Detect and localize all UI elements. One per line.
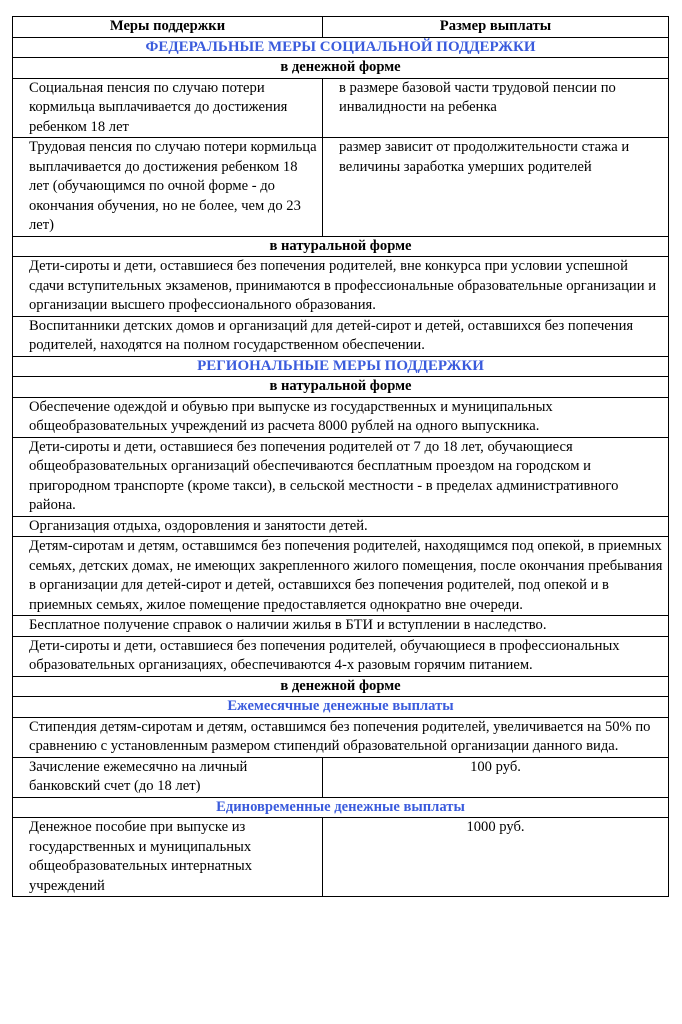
federal-amount-1 [323, 78, 669, 138]
table-row [13, 138, 669, 237]
federal-section-title: ФЕДЕРАЛЬНЫЕ МЕРЫ СОЦИАЛЬНОЙ ПОДДЕРЖКИ [13, 37, 669, 58]
federal-natural-row [13, 236, 669, 257]
regional-natural-4: Детям-сиротам и детям, оставшимся без попечения родителей, находящимся под опекой, в приемных семьях, детских домах, не имеющих закрепленного жилого помещения, после окончания пребывания в организации для детей-сирот и детей, оставшихся без попечения родителей, под опекой и в приемных семьях, жилое помещение предоставляется однократно вне очереди. [13, 537, 669, 616]
regional-natural-label: в натуральной форме [13, 377, 669, 398]
onetime-title-row [13, 797, 669, 818]
regional-natural-1: Обеспечение одеждой и обувью при выпуске из государственных и муниципальных общеобразовательных учреждений из расчета 8000 рублей на одного выпускника. [13, 397, 669, 437]
regional-natural-5: Бесплатное получение справок о наличии жилья в БТИ и вступлении в наследство. [13, 616, 669, 637]
table-row [13, 516, 669, 537]
onetime-amount-1: 1000 руб. [323, 818, 669, 897]
monthly-title-row [13, 697, 669, 718]
support-measures-table [12, 16, 669, 897]
table-row [13, 636, 669, 676]
table-header-row [13, 17, 669, 38]
regional-natural-3: Организация отдыха, оздоровления и занятости детей. [13, 516, 669, 537]
header-amount: Размер выплаты [323, 17, 669, 38]
federal-money-label: в денежной форме [13, 58, 669, 79]
federal-amount-2: размер зависит от продолжительности стажа и величины заработка умерших родителей [323, 138, 669, 237]
regional-natural-row [13, 377, 669, 398]
federal-natural-label: в натуральной форме [13, 236, 669, 257]
regional-natural-2: Дети-сироты и дети, оставшиеся без попечения родителей от 7 до 18 лет, обучающиеся общеобразовательных организаций обеспечиваются бесплатным проездом на городском и пригородном транспорте (кроме такси), в сельской местности - в пределах административного района. [13, 437, 669, 516]
document [12, 16, 668, 897]
table-row [13, 818, 669, 897]
federal-measure-1: Социальная пенсия по случаю потери кормильца выплачивается до достижения ребенком 18 лет [13, 78, 323, 138]
header-measures: Меры поддержки [13, 17, 323, 38]
table-row [13, 537, 669, 616]
table-row [13, 78, 669, 138]
table-row [13, 437, 669, 516]
federal-natural-1: Дети-сироты и дети, оставшиеся без попечения родителей, вне конкурса при условии успешной сдачи вступительных экзаменов, принимаются в профессиональные образовательные организации и организации высшего профессионального образования. [13, 257, 669, 317]
regional-natural-6: Дети-сироты и дети, оставшиеся без попечения родителей, обучающиеся в профессиональных образовательных организациях, обеспечиваются 4-х разовым горячим питанием. [13, 636, 669, 676]
federal-measure-2: Трудовая пенсия по случаю потери кормильца выплачивается до достижения ребенком 18 лет (обучающимся по очной форме - до окончания обучения, но не более, чем до 23 лет) [13, 138, 323, 237]
onetime-payments-title: Единовременные денежные выплаты [13, 797, 669, 818]
table-row [13, 397, 669, 437]
table-row [13, 257, 669, 317]
regional-section-row [13, 356, 669, 377]
federal-amount-1-text: в размере базовой части трудовой пенсии по инвалидности на ребенка [339, 79, 616, 115]
monthly-measure-1: Стипендия детям-сиротам и детям, оставшимся без попечения родителей, увеличивается на 50% по сравнению с установленным размером стипендий образовательной организации данного вида. [13, 717, 669, 757]
onetime-measure-1: Денежное пособие при выпуске из государственных и муниципальных общеобразовательных интернатных учреждений [13, 818, 323, 897]
monthly-measure-2: Зачисление ежемесячно на личный банковский счет (до 18 лет) [13, 757, 323, 797]
monthly-amount-2: 100 руб. [323, 757, 669, 797]
federal-natural-2: Воспитанники детских домов и организаций для детей-сирот и детей, оставшихся без попечения родителей, находятся на полном государственном обеспечении. [13, 316, 669, 356]
regional-money-row [13, 676, 669, 697]
table-row [13, 616, 669, 637]
table-row [13, 757, 669, 797]
monthly-payments-title: Ежемесячные денежные выплаты [13, 697, 669, 718]
regional-section-title: РЕГИОНАЛЬНЫЕ МЕРЫ ПОДДЕРЖКИ [13, 356, 669, 377]
regional-money-label: в денежной форме [13, 676, 669, 697]
federal-section-row [13, 37, 669, 58]
table-row [13, 316, 669, 356]
federal-money-row [13, 58, 669, 79]
table-row [13, 717, 669, 757]
